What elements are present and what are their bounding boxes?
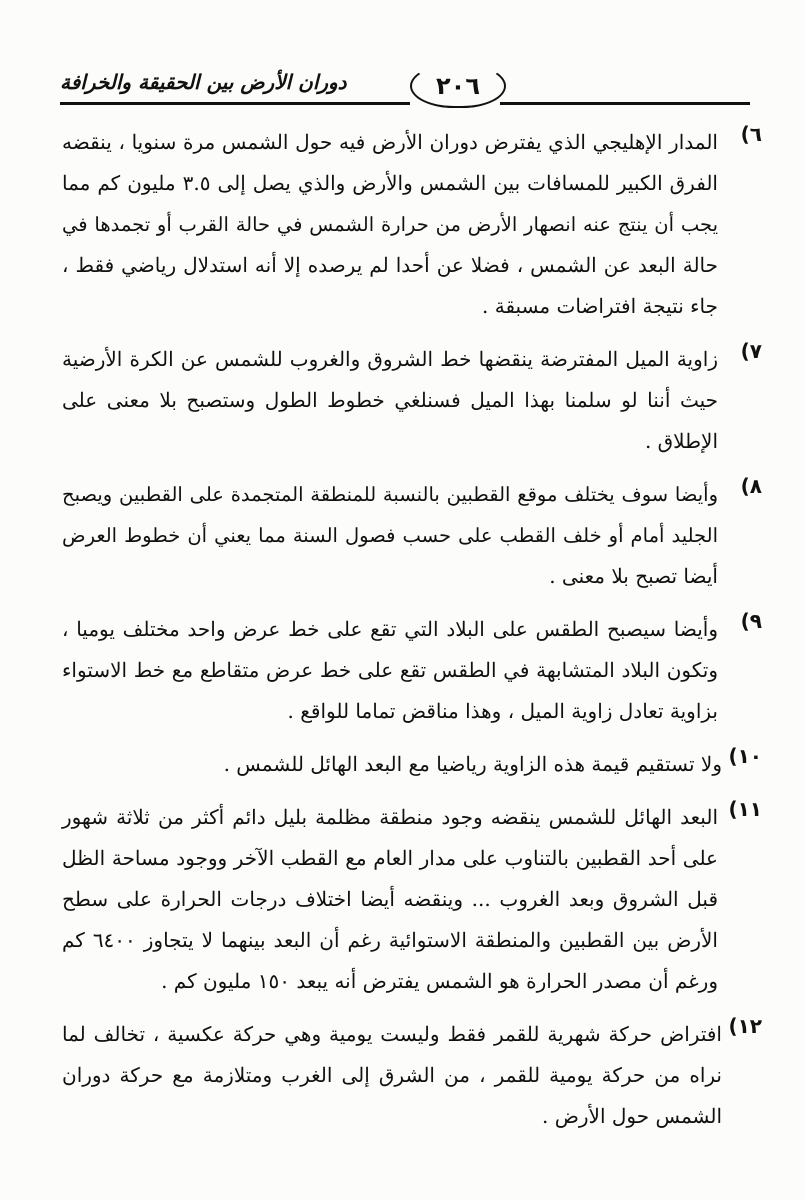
list-item <box>62 474 762 597</box>
item-text <box>62 744 722 785</box>
text-line: على أحد القطبين بالتناوب على مدار العام مع القطب الآخر ووجود مساحة الظل <box>62 846 718 870</box>
item-number: ١٢) <box>728 1014 762 1038</box>
text-line: زاوية الميل المفترضة ينقضها خط الشروق والغروب للشمس عن الكرة الأرضية <box>62 347 718 371</box>
item-number: ٦) <box>740 122 762 146</box>
text-line: ورغم أن مصدر الحرارة هو الشمس يفترض أنه يبعد ١٥٠ مليون كم . <box>161 969 718 993</box>
item-text <box>62 474 718 597</box>
list-item <box>62 797 762 1002</box>
text-line: جاء نتيجة افتراضات مسبقة . <box>482 294 718 318</box>
page-number: ٢٠٦ <box>436 72 480 100</box>
text-line: الشمس حول الأرض . <box>541 1104 722 1128</box>
item-text <box>62 1014 722 1137</box>
text-line: افتراض حركة شهرية للقمر فقط وليست يومية وهي حركة عكسية ، تخالف لما <box>62 1022 722 1046</box>
text-line: يجب أن ينتج عنه انصهار الأرض من حرارة الشمس في حالة القرب أو تجمدها في <box>62 213 718 236</box>
text-line: وأيضا سوف يختلف موقع القطبين بالنسبة للمنطقة المتجمدة على القطبين ويصبح <box>62 483 718 506</box>
list-item <box>62 609 762 732</box>
text-line: ولا تستقيم قيمة هذه الزاوية رياضيا مع البعد الهائل للشمس . <box>223 752 722 776</box>
item-number: ١٠) <box>728 744 762 768</box>
text-line: الفرق الكبير للمسافات بين الشمس والأرض والذي يصل إلى ٣.٥ مليون كم مما <box>62 171 718 195</box>
list-item <box>62 122 762 327</box>
running-title: دوران الأرض بين الحقيقة والخرافة <box>60 70 347 94</box>
page-body <box>62 122 762 1149</box>
text-line: أيضا تصبح بلا معنى . <box>549 564 718 588</box>
list-item <box>62 744 762 785</box>
text-line: البعد الهائل للشمس ينقضه وجود منطقة مظلمة بليل دائم أكثر من ثلاثة شهور <box>62 805 718 829</box>
text-line: بزاوية تعادل زاوية الميل ، وهذا مناقض تماما للواقع . <box>287 699 718 723</box>
list-item <box>62 1014 762 1137</box>
text-line: حالة البعد عن الشمس ، فضلا عن أحدا لم يرصده إلا أنه استدلال رياضي فقط ، <box>62 253 719 277</box>
header-rule <box>60 102 410 105</box>
text-line: حيث أننا لو سلمنا بهذا الميل فسنلغي خطوط الطول وستصبح بلا معنى على <box>62 388 718 412</box>
item-text <box>62 122 718 327</box>
text-line: المدار الإهليجي الذي يفترض دوران الأرض فيه حول الشمس مرة سنويا ، ينقضه <box>62 130 718 154</box>
text-line: الأرض بين القطبين والمنطقة الاستوائية رغم أن البعد بينهما لا يتجاوز ٦٤٠٠ كم <box>62 928 718 952</box>
item-number: ٨) <box>740 474 762 498</box>
header-rule <box>500 102 750 105</box>
item-text <box>62 609 718 732</box>
text-line: وأيضا سيصبح الطقس على البلاد التي تقع على خط عرض واحد مختلف يوميا ، <box>62 617 718 641</box>
text-line: وتكون البلاد المتشابهة في الطقس تقع على خط عرض متقاطع مع خط الاستواء <box>62 658 718 682</box>
page-number-frame <box>410 64 506 108</box>
list-item <box>62 339 762 462</box>
item-text <box>62 339 718 462</box>
text-line: الجليد أمام أو خلف القطب على حسب فصول السنة مما يعني أن خطوط العرض <box>62 524 718 547</box>
item-text <box>62 797 718 1002</box>
item-number: ٧) <box>740 339 762 363</box>
text-line: الإطلاق . <box>644 429 718 453</box>
item-number: ١١) <box>728 797 762 821</box>
text-line: نراه من حركة يومية للقمر ، من الشرق إلى الغرب ومتلازمة مع حركة دوران <box>62 1063 722 1087</box>
text-line: قبل الشروق وبعد الغروب ... وينقضه أيضا اختلاف درجات الحرارة على سطح <box>62 887 718 911</box>
item-number: ٩) <box>740 609 762 633</box>
page-header <box>60 64 750 110</box>
